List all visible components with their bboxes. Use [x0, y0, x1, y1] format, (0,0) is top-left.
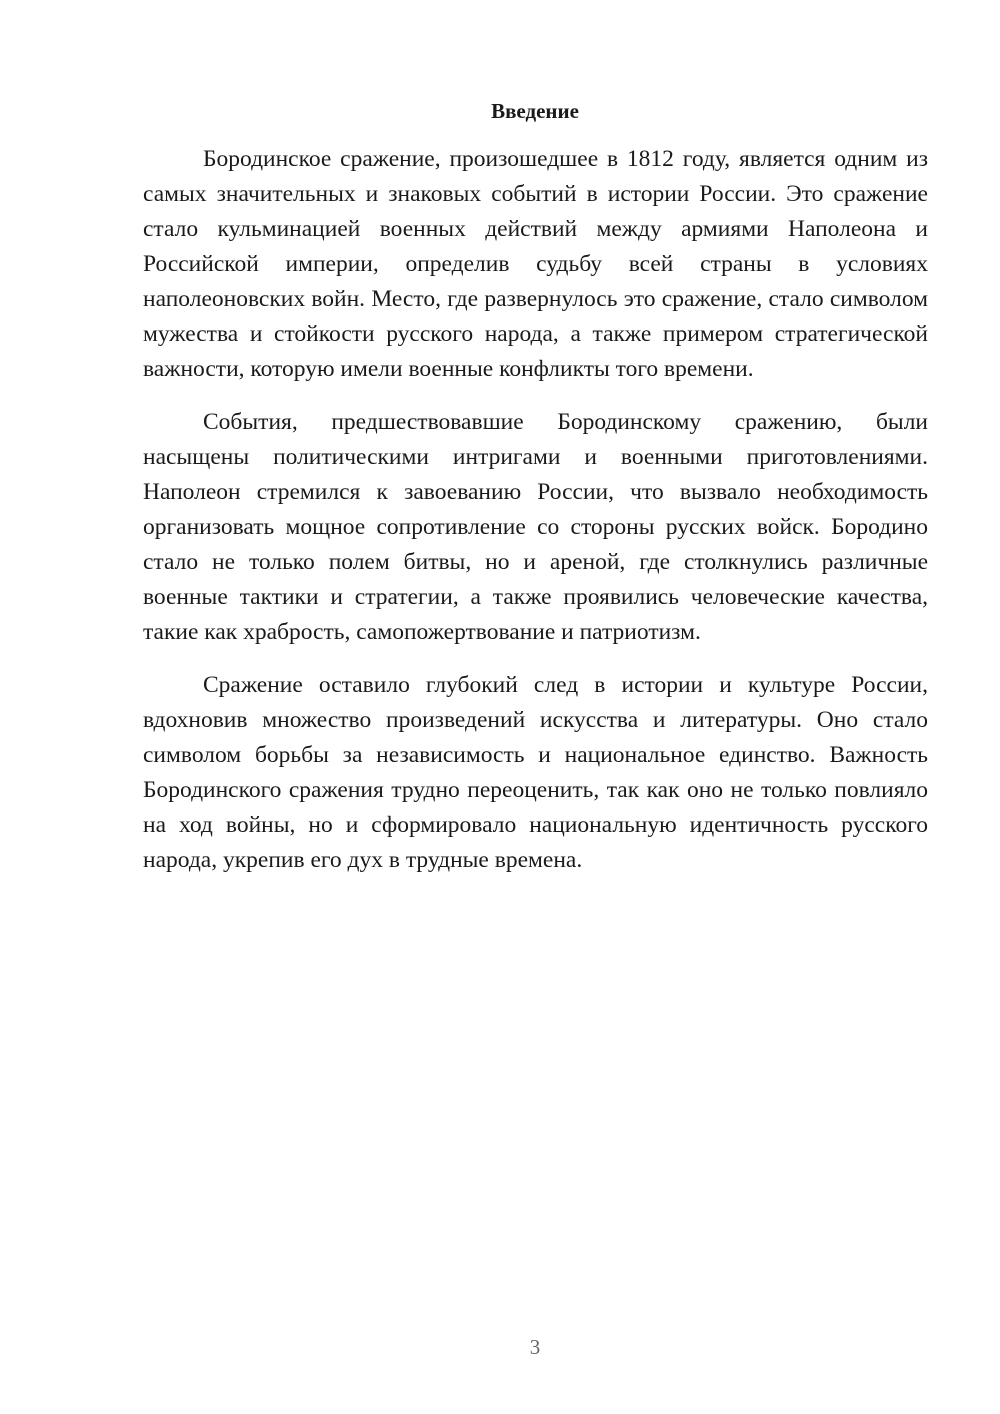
- page-number: 3: [529, 1335, 541, 1359]
- paragraph-1: Бородинское сражение, произошедшее в 1812 году, является одним из самых значительных и знаковых событий в истории России. Это сражение стало кульминацией военных действий между армиями Наполеона и Российской империи, определив судьбу всей страны в условиях наполеоновских войн. Место, где развернулось это сражение, стало символом мужества и стойкости русского народа, а также примером стратегической важности, которую имели военные конфликты того времени.: [143, 146, 928, 382]
- paragraph-2: События, предшествовавшие Бородинскому сражению, были насыщены политическими интригами и военными приготовлениями. Наполеон стремился к завоеванию России, что вызвало необходимость организовать мощное сопротивление со стороны русских войск. Бородино стало не только полем битвы, но и ареной, где столкнулись различные военные тактики и стратегии, а также проявились человеческие качества, такие как храбрость, самопожертвование и патриотизм.: [143, 409, 928, 645]
- paragraph-3: Сражение оставило глубокий след в истории и культуре России, вдохновив множество произведений искусства и литературы. Оно стало символом борьбы за независимость и национальное единство. Важность Бородинского сражения трудно переоценить, так как оно не только повлияло на ход войны, но и сформировало национальную идентичность русского народа, укрепив его дух в трудные времена.: [143, 672, 928, 873]
- section-title: Введение: [491, 99, 579, 123]
- document-body: [143, 142, 928, 896]
